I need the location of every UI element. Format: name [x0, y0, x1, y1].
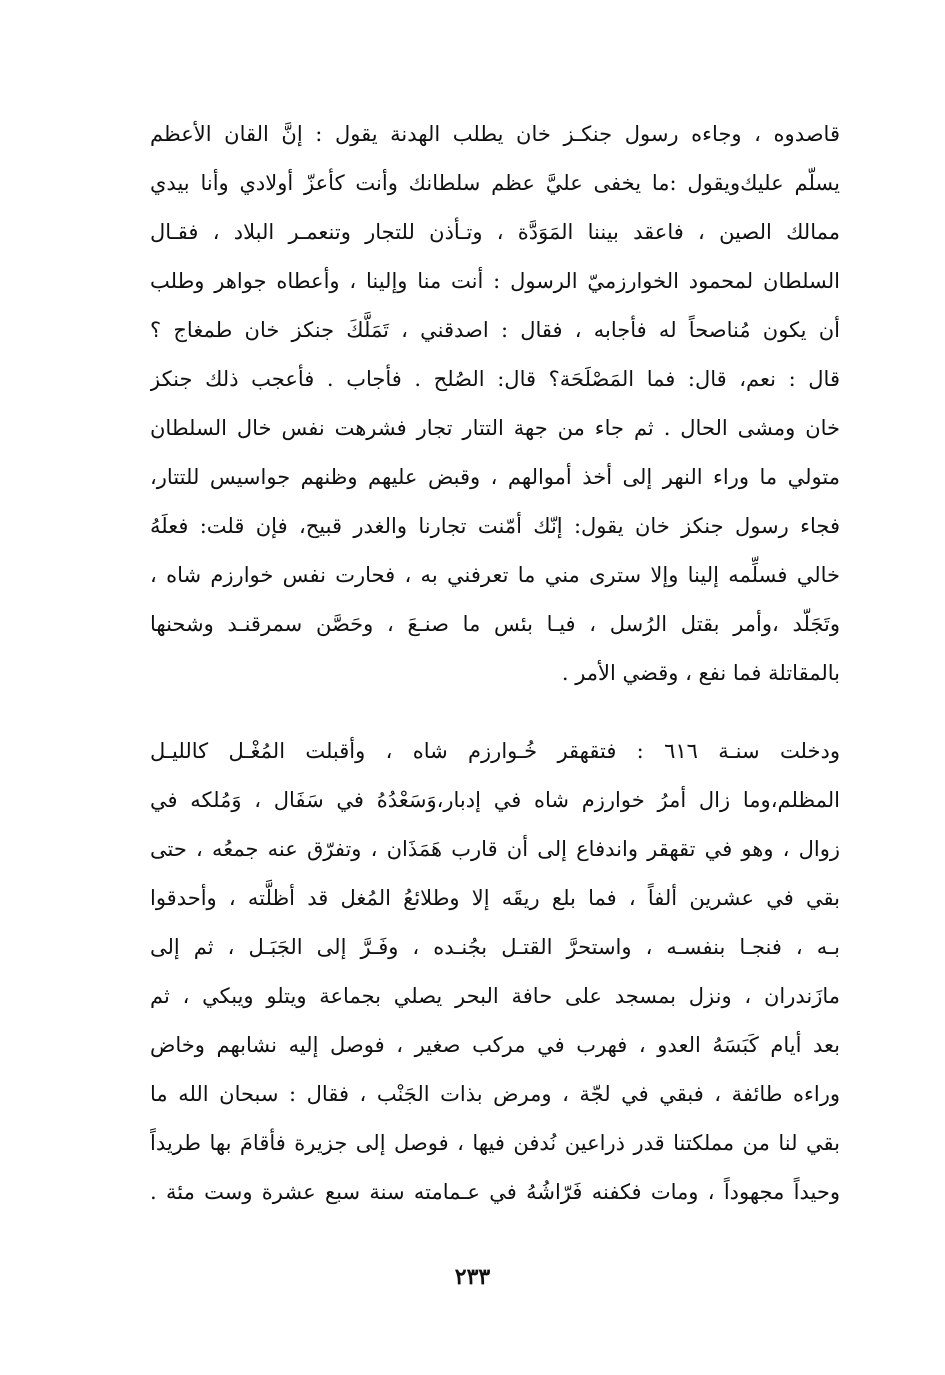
text-line: وتَجَلّد ،وأمر بقتل الرُسل ، فيـا بئس ما صنـعَ ، وحَصَّن سمرقنـد وشحنها — [150, 612, 840, 636]
text-line: بـه ، فنجـا بنفسـه ، واستحرَّ القتـل بجُنـده ، وفَـرَّ إلى الجَبَـل ، ثم إلى — [150, 935, 840, 959]
text-line: وحيداً مجهوداً ، ومات فكفنه فَرّاشُهُ في عـمامته سنة سبع عشرة وست مئة . — [150, 1180, 840, 1204]
text-line: قاصدوه ، وجاءه رسول جنكـز خان يطلب الهدنة يقول : إنَّ القان الأعظم — [150, 122, 840, 146]
text-line: مازَندران ، ونزل بمسجد على حافة البحر يصلي بجماعة ويتلو ويبكي ، ثم — [150, 984, 840, 1008]
text-line: السلطان لمحمود الخوارزميّ الرسول : أنت منا وإلينا ، وأعطاه جواهر وطلب — [150, 269, 840, 293]
text-line: قال : نعم، قال: فما المَصْلَحَة؟ قال: الصُلح . فأجاب . فأعجب ذلك جنكز — [150, 367, 840, 391]
page-number: ٢٣٣ — [454, 1264, 491, 1290]
text-line: وراءه طائفة ، فبقي في لجّة ، ومرض بذات الجَنْب ، فقال : سبحان الله ما — [150, 1082, 840, 1106]
text-line: فجاء رسول جنكز خان يقول: إنّك أمّنت تجارنا والغدر قبيح، فإن قلت: فعلَهُ — [150, 514, 840, 538]
text-line: ودخلت سنـة ٦١٦ : فتقهقر خُـوارزم شاه ، وأقبلت المُغْـل كالليـل — [150, 739, 840, 763]
text-line: المظلم،وما زال أمرُ خوارزم شاه في إدبار،وَسَعْدُهُ في سَفَال ، وَمُلكه في — [150, 788, 840, 812]
text-line: ممالك الصين ، فاعقد بيننا المَوَدَّة ، وتـأذن للتجار وتنعمـر البلاد ، فقـال — [150, 220, 840, 244]
text-line: بعد أيام كَبَسَهُ العدو ، فهرب في مركب صغير ، فوصل إليه نشابهم وخاض — [150, 1033, 840, 1057]
text-line: خان ومشى الحال . ثم جاء من جهة التتار تجار فشرهت نفس خال السلطان — [150, 416, 840, 440]
text-line: متولي ما وراء النهر إلى أخذ أموالهم ، وقبض عليهم وظنهم جواسيس للتتار، — [150, 465, 840, 489]
text-line: خالي فسلِّمه إلينا وإلا سترى مني ما تعرفني به ، فحارت نفس خوارزم شاه ، — [150, 563, 840, 587]
text-line: بالمقاتلة فما نفع ، وقضي الأمر . — [561, 661, 840, 685]
text-line: بقي في عشرين ألفاً ، فما بلع ريقَه إلا وطلائعُ المُغل قد أظلَّته ، وأحدقوا — [150, 886, 840, 910]
text-line: زوال ، وهو في تقهقر واندفاع إلى أن قارب هَمَذَان ، وتفرّق عنه جمعُه ، حتى — [150, 837, 840, 861]
text-line: بقي لنا من مملكتنا قدر ذراعين نُدفن فيها ، فوصل إلى جزيرة فأقامَ بها طريداً — [150, 1131, 840, 1155]
text-line: أن يكون مُناصحاً له فأجابه ، فقال : اصدقني ، تَمَلَّكَ جنكز خان طمغاج ؟ — [150, 318, 840, 342]
text-line: يسلّم عليك‌ويقول :ما يخفى عليَّ عظم سلطانك وأنت كأعزّ أولادي وأنا بيدي — [150, 171, 840, 195]
